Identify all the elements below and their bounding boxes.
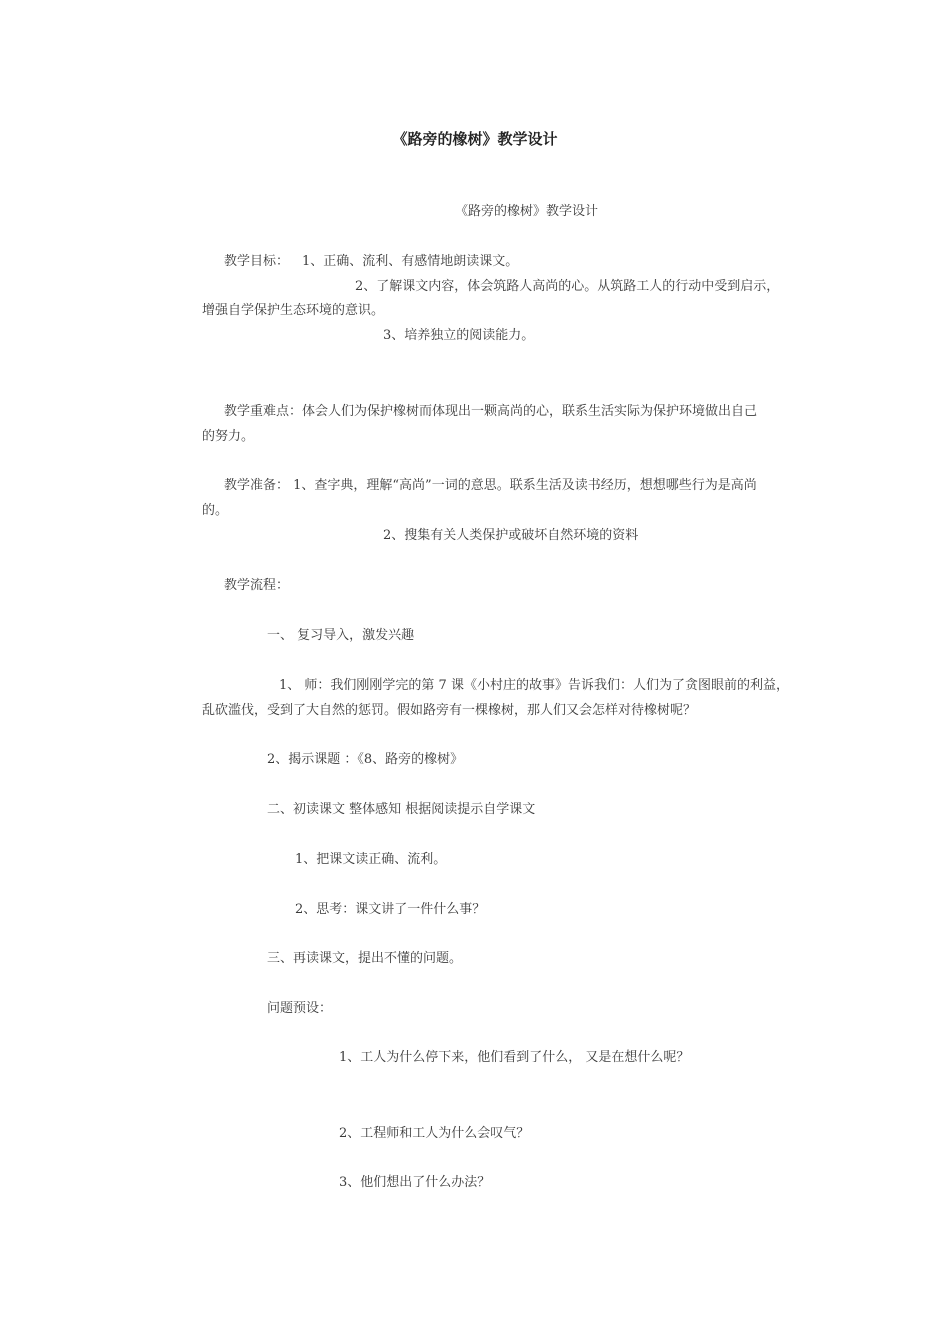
section-1-heading: 一、 复习导入，激发兴趣 [267,628,415,643]
prep-item-2: 2、搜集有关人类保护或破坏自然环境的资料 [383,528,639,543]
goal-2-line-1: 2、了解课文内容，体会筑路人高尚的心。从筑路工人的行动中受到启示， [355,279,780,294]
goal-1: 1、正确、流利、有感情地朗读课文。 [302,254,519,269]
key-points-continued: 的努力。 [202,429,255,444]
questions-label: 问题预设： [267,1001,333,1016]
goals-label: 教学目标： [224,254,290,269]
document-subtitle: 《路旁的橡树》教学设计 [455,204,599,219]
document-title: 《路旁的橡树》教学设计 [392,130,558,148]
prep-line-2: 的。 [202,503,229,518]
section-1-item-2: 2、揭示课题 ：《8、路旁的橡树》 [267,752,464,767]
key-points: 教学重难点：体会人们为保护橡树而体现出一颗高尚的心，联系生活实际为保护环境做出自己 [224,404,758,419]
section-1-item-1-line-2: 乱砍滥伐，受到了大自然的惩罚。假如路旁有一棵橡树，那人们又会怎样对待橡树呢？ [202,703,697,718]
goal-3: 3、培养独立的阅读能力。 [383,328,535,343]
question-2: 2、工程师和工人为什么会叹气？ [339,1126,530,1141]
question-3: 3、他们想出了什么办法？ [339,1175,491,1190]
section-2-heading: 二、初读课文 整体感知 根据阅读提示自学课文 [267,802,536,817]
flow-label: 教学流程： [224,578,290,593]
goal-2-line-2: 增强自学保护生态环境的意识。 [202,303,385,318]
prep-line-1: 教学准备： 1、查字典，理解“高尚”一词的意思。联系生活及读书经历，想想哪些行为是高尚 [224,478,757,493]
question-1: 1、工人为什么停下来，他们看到了什么， 又是在想什么呢？ [339,1050,690,1065]
section-1-item-1-line-1: 1、 师：我们刚刚学完的第 7 课《小村庄的故事》告诉我们：人们为了贪图眼前的利益， [279,678,789,693]
section-3-heading: 三、再读课文，提出不懂的问题。 [267,951,463,966]
section-2-item-1: 1、把课文读正确、流利。 [295,852,447,867]
section-2-item-2: 2、思考：课文讲了一件什么事？ [295,902,486,917]
